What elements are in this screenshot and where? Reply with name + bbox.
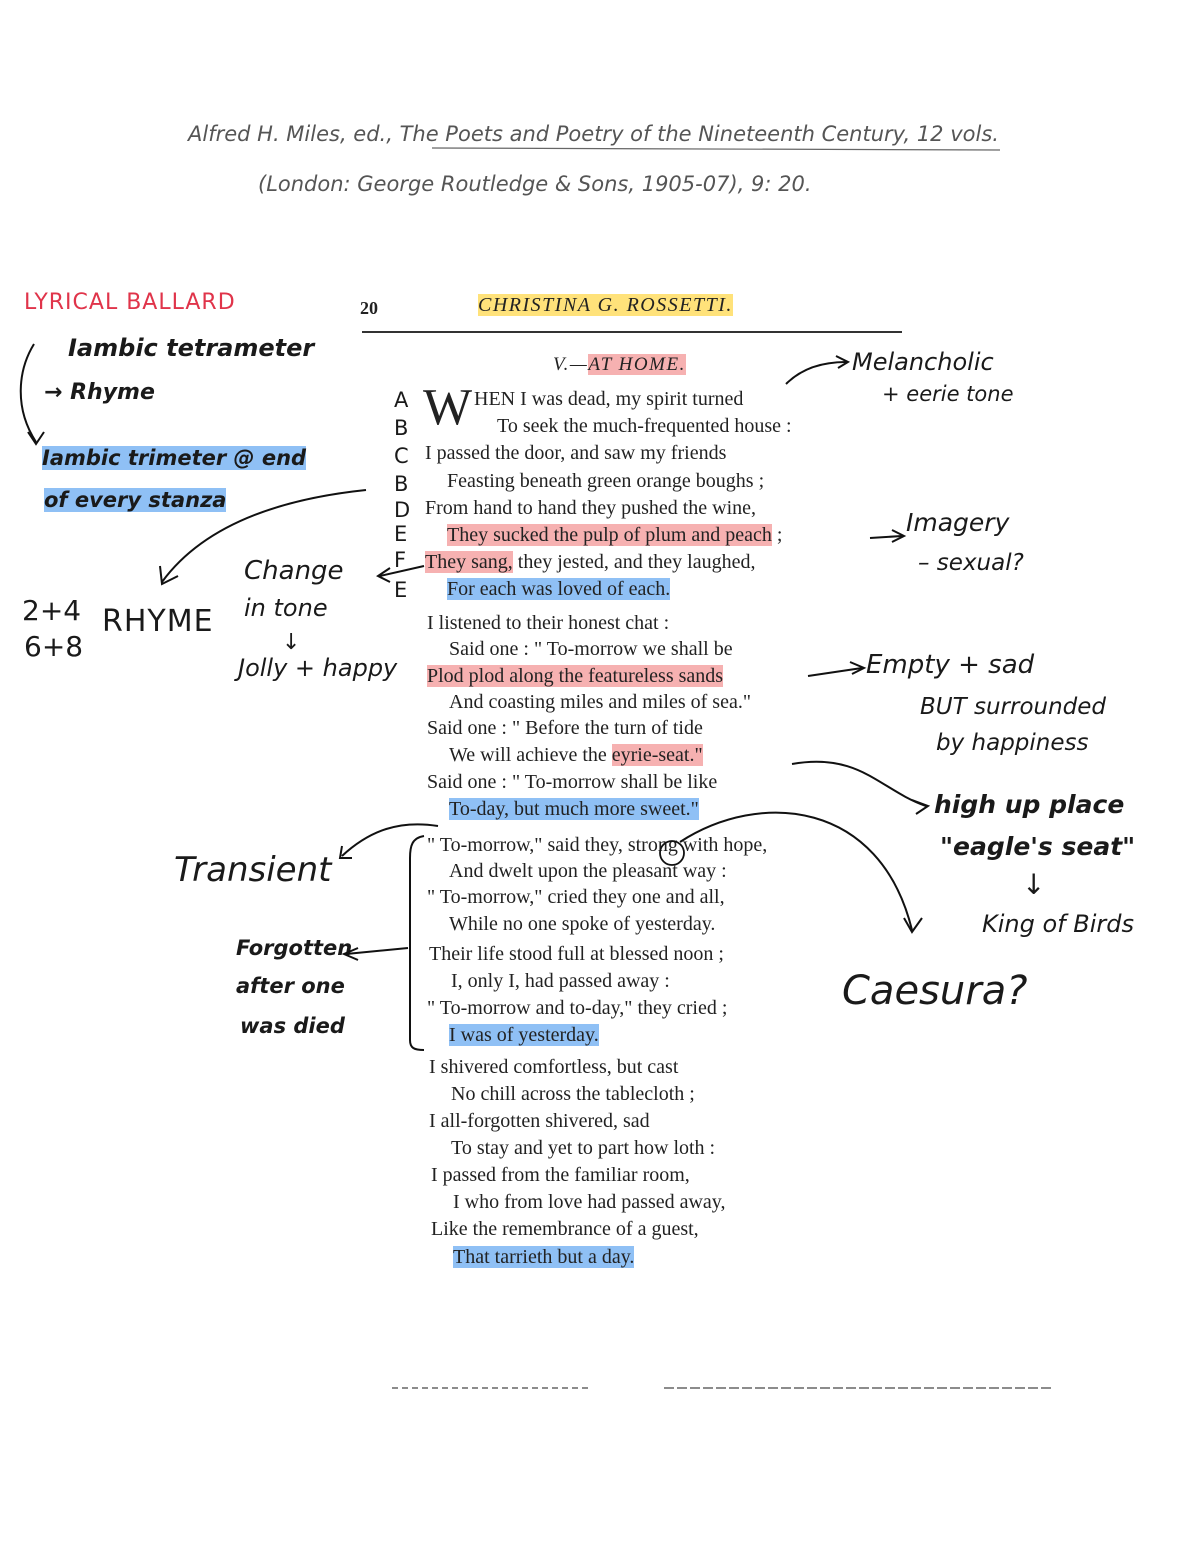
poem-line-text: To stay and yet to part how loth : — [451, 1137, 716, 1159]
poem-line-text: " To-morrow and to-day," they cried ; — [427, 997, 728, 1019]
note-king: King of Birds — [982, 910, 1134, 938]
note-forgotten-3: was died — [240, 1014, 345, 1038]
note-high-arrow: ↓ — [1022, 868, 1046, 901]
poem-line-text: I passed the door, and saw my friends — [425, 442, 727, 464]
note-change-2: in tone — [244, 594, 328, 622]
poem-line-tail: they jested, and they laughed, — [512, 551, 756, 573]
note-forgotten-2: after one — [236, 974, 345, 998]
poem-line-text: I listened to their honest chat : — [427, 612, 670, 634]
note-imagery-2: – sexual? — [918, 550, 1024, 576]
poem-line-text: Plod plod along the featureless sands — [427, 665, 724, 687]
note-rhyme: → Rhyme — [44, 380, 155, 405]
poem-line-text: Like the remembrance of a guest, — [431, 1218, 699, 1240]
citation-line-2: (London: George Routledge & Sons, 1905-07), 9: 20. — [258, 172, 812, 196]
note-imagery-1: Imagery — [906, 508, 1010, 537]
note-rhyme-word: RHYME — [102, 604, 214, 639]
poem-line-text: We will achieve the — [449, 744, 612, 766]
arrow-to-transient — [342, 824, 438, 856]
note-empty-sad: Empty + sad — [866, 650, 1035, 680]
drop-cap: W — [423, 379, 473, 436]
note-iambic-trimeter-1-text: Iambic trimeter @ end — [42, 446, 307, 470]
note-transient: Transient — [174, 850, 332, 890]
poem-line-text: I passed from the familiar room, — [431, 1164, 690, 1186]
page-number: 20 — [360, 298, 378, 318]
poem-line-text: Said one : " To-morrow we shall be — [449, 638, 733, 660]
note-melancholic-2: + eerie tone — [882, 382, 1014, 406]
stanza-bracket — [410, 836, 424, 1050]
poem-line-text: I was of yesterday. — [449, 1024, 599, 1046]
note-melancholic-1: Melancholic — [852, 348, 994, 376]
poem-line-text: " To-morrow," cried they one and all, — [427, 886, 725, 908]
caesura-circle — [660, 841, 684, 865]
note-high-1: high up place — [934, 790, 1125, 819]
arrow-to-rhyme-head — [160, 566, 178, 584]
poem-line-text: They sucked the pulp of plum and peach — [447, 524, 772, 546]
poem-line-text: " To-morrow," said they, strong with hope, — [427, 834, 768, 856]
poem-line-text: Feasting beneath green orange boughs ; — [447, 470, 765, 492]
note-change-1: Change — [244, 556, 344, 586]
poem-line-text: For each was loved of each. — [447, 578, 671, 600]
poem-line-text: And coasting miles and miles of sea." — [449, 691, 751, 713]
note-jolly: Jolly + happy — [238, 654, 398, 682]
poem-title-prefix: V.— — [553, 354, 589, 375]
arrow-to-caesura-head — [904, 918, 922, 932]
rhyme-letter: E — [394, 522, 408, 546]
arrow-to-rhyme — [162, 490, 366, 582]
note-high-2: "eagle's seat" — [940, 832, 1136, 861]
arrow-to-caesura — [680, 813, 912, 930]
rhyme-letter: A — [394, 388, 409, 412]
note-iambic-trimeter-2-text: of every stanza — [44, 488, 227, 512]
arrow-to-high — [792, 762, 926, 806]
poem-line-text: To-day, but much more sweet." — [449, 798, 699, 820]
rhyme-letter: F — [394, 548, 407, 572]
rhyme-letter: B — [394, 416, 409, 440]
poem-line-text: I who from love had passed away, — [453, 1191, 726, 1213]
poem-line-text: While no one spoke of yesterday. — [449, 913, 716, 935]
poem-line-text: And dwelt upon the pleasant way : — [449, 860, 727, 882]
note-change-arrow: ↓ — [282, 630, 301, 655]
note-rhyme-numbers-1: 2+4 — [22, 594, 82, 627]
note-but-2: by happiness — [936, 730, 1089, 756]
note-caesura: Caesura? — [842, 968, 1028, 1014]
note-lyrical-ballad: LYRICAL BALLARD — [24, 290, 236, 315]
arrow-to-imagery — [870, 536, 902, 538]
running-title-text: CHRISTINA G. ROSSETTI. — [478, 294, 733, 316]
bracket-arrow-head — [28, 432, 44, 444]
poem-line-text: I all-forgotten shivered, sad — [429, 1110, 650, 1132]
poem-title-text: AT HOME. — [588, 354, 686, 375]
poem-line-text: To seek the much-frequented house : — [497, 415, 792, 437]
rhyme-letter: D — [394, 498, 411, 522]
rhyme-letter: C — [394, 444, 409, 468]
poem-line-text: They sang, — [425, 551, 513, 573]
note-rhyme-numbers-2: 6+8 — [24, 630, 84, 663]
citation-line-1: Alfred H. Miles, ed., The Poets and Poetry of the Nineteenth Century, 12 vols. — [188, 122, 999, 146]
poem-line-text: HEN I was dead, my spirit turned — [474, 388, 744, 410]
note-but-1: BUT surrounded — [920, 694, 1107, 720]
poem-line-text: That tarrieth but a day. — [453, 1246, 635, 1268]
note-forgotten-1: Forgotten — [236, 936, 353, 960]
arrow-to-melancholic — [786, 362, 846, 384]
poem-line-text: Their life stood full at blessed noon ; — [429, 943, 724, 965]
poem-line-text: No chill across the tablecloth ; — [451, 1083, 695, 1105]
rhyme-letter: E — [394, 578, 408, 602]
note-iambic-tetrameter: Iambic tetrameter — [68, 334, 315, 362]
rhyme-letter: B — [394, 472, 409, 496]
bracket-arrow-left — [21, 344, 36, 442]
poem-line-tail: ; — [771, 524, 783, 546]
poem-line-text: I shivered comfortless, but cast — [429, 1056, 679, 1078]
poem-line-text: Said one : " To-morrow shall be like — [427, 771, 718, 793]
poem-line-text: Said one : " Before the turn of tide — [427, 717, 703, 739]
poem-line-text: From hand to hand they pushed the wine, — [425, 497, 757, 519]
poem-line-text: I, only I, had passed away : — [451, 970, 670, 992]
poem-line-highlight: eyrie-seat." — [611, 744, 703, 766]
citation-underline — [432, 148, 1000, 150]
